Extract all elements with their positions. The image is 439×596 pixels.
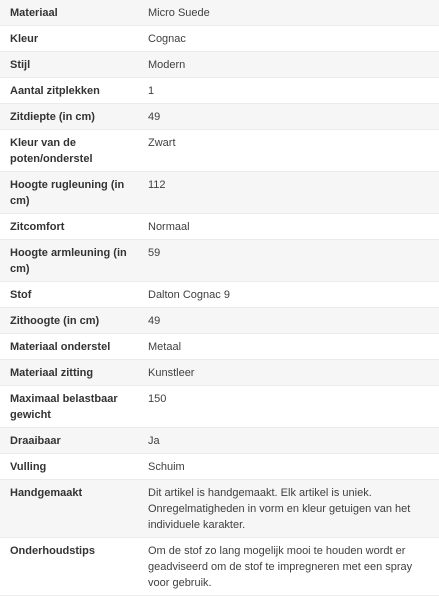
spec-value: Kunstleer [139, 360, 439, 386]
spec-row [0, 308, 439, 334]
spec-label: Materiaal zitting [0, 360, 139, 386]
spec-label: Aantal zitplekken [0, 78, 139, 104]
spec-value: 1 [139, 78, 439, 104]
spec-value: Zwart [139, 130, 439, 172]
spec-label: Kleur [0, 26, 139, 52]
spec-label: Zitdiepte (in cm) [0, 104, 139, 130]
spec-label: Vulling [0, 454, 139, 480]
spec-value: 49 [139, 104, 439, 130]
spec-label: Draaibaar [0, 428, 139, 454]
spec-label: Kleur van de poten/onderstel [0, 130, 139, 172]
spec-row [0, 334, 439, 360]
spec-label: Materiaal onderstel [0, 334, 139, 360]
spec-row [0, 360, 439, 386]
spec-label: Maximaal belastbaar gewicht [0, 386, 139, 428]
spec-row [0, 26, 439, 52]
spec-row [0, 52, 439, 78]
spec-row [0, 130, 439, 172]
spec-value: Normaal [139, 214, 439, 240]
spec-row [0, 386, 439, 428]
spec-value: Schuim [139, 454, 439, 480]
spec-value: 59 [139, 240, 439, 282]
spec-row [0, 454, 439, 480]
spec-label: Stof [0, 282, 139, 308]
spec-value: 112 [139, 172, 439, 214]
spec-value: 150 [139, 386, 439, 428]
spec-value: Om de stof zo lang mogelijk mooi te houden wordt er geadviseerd om de stof te impregneren met een spray voor gebruik. [139, 538, 439, 596]
spec-label: Handgemaakt [0, 480, 139, 538]
spec-row [0, 172, 439, 214]
spec-row [0, 240, 439, 282]
spec-label: Materiaal [0, 0, 139, 26]
spec-value: Metaal [139, 334, 439, 360]
spec-row [0, 480, 439, 538]
spec-label: Hoogte armleuning (in cm) [0, 240, 139, 282]
spec-label: Zitcomfort [0, 214, 139, 240]
spec-row [0, 0, 439, 26]
spec-row [0, 104, 439, 130]
spec-row [0, 538, 439, 596]
spec-value: 49 [139, 308, 439, 334]
spec-label: Stijl [0, 52, 139, 78]
spec-row [0, 78, 439, 104]
spec-label: Zithoogte (in cm) [0, 308, 139, 334]
spec-value: Cognac [139, 26, 439, 52]
spec-label: Hoogte rugleuning (in cm) [0, 172, 139, 214]
spec-row [0, 428, 439, 454]
spec-label: Onderhoudstips [0, 538, 139, 596]
spec-value: Ja [139, 428, 439, 454]
spec-value: Modern [139, 52, 439, 78]
spec-row [0, 282, 439, 308]
spec-value: Dalton Cognac 9 [139, 282, 439, 308]
spec-row [0, 214, 439, 240]
spec-value: Dit artikel is handgemaakt. Elk artikel is uniek. Onregelmatigheden in vorm en kleur getuigen van het individuele karakter. [139, 480, 439, 538]
spec-value: Micro Suede [139, 0, 439, 26]
